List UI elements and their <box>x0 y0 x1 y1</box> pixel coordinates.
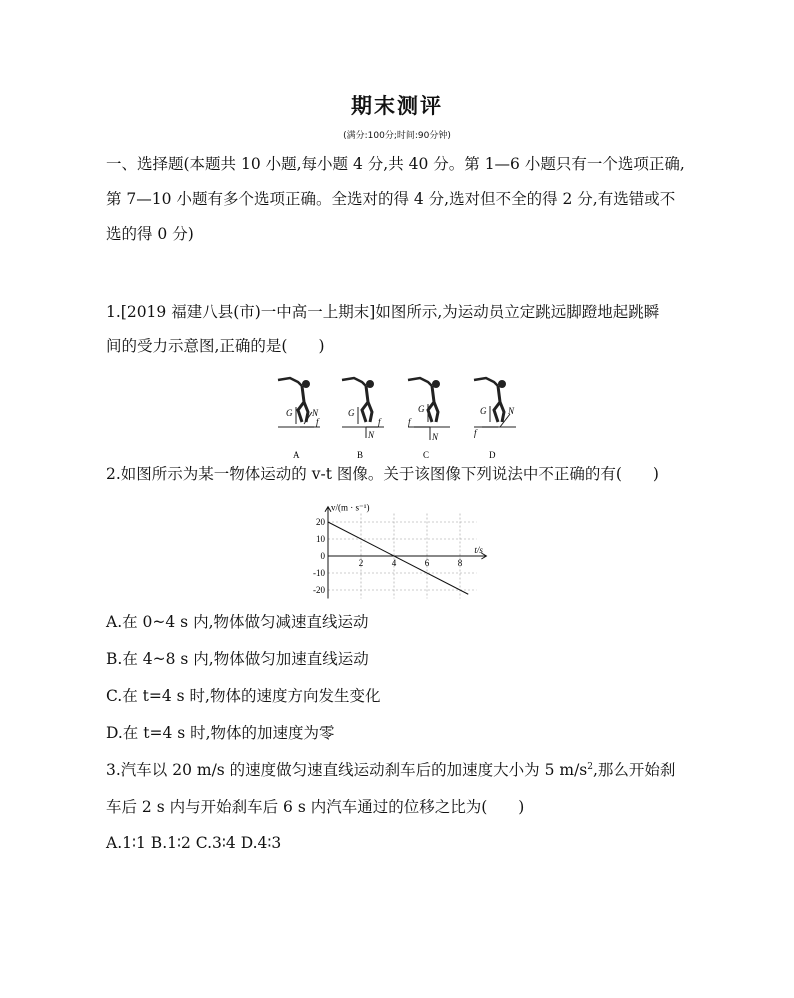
chart-ylabel: v/(m · s⁻¹) <box>331 502 370 513</box>
chart-xlabel: t/s <box>474 545 483 555</box>
x-tick-label: 6 <box>424 558 430 568</box>
q1-figure <box>268 372 528 464</box>
y-tick-label: -10 <box>313 568 325 578</box>
q2-stem: 2.如图所示为某一物体运动的 v-t 图像。关于该图像下列说法中不正确的有( ) <box>106 465 659 483</box>
y-tick-label: -20 <box>313 585 325 595</box>
force-label-f-a: f <box>316 417 319 427</box>
force-label-n-b: N <box>368 430 375 440</box>
y-tick-label: 20 <box>316 517 325 527</box>
page-title: 期末测评 <box>351 93 443 118</box>
q3-line1-sup: 2 <box>587 761 593 772</box>
jumper-a <box>278 378 320 460</box>
force-label-n-a: N <box>312 408 319 418</box>
section1-line3: 选的得 0 分) <box>106 225 194 243</box>
x-tick-label: 8 <box>457 558 463 568</box>
force-label-f-b: f <box>378 417 381 427</box>
q3-options: A.1∶1 B.1∶2 C.3∶4 D.4∶3 <box>106 834 282 852</box>
vt-chart <box>302 496 492 606</box>
jumper-b <box>342 378 384 460</box>
q3-line1-b: ,那么开始刹 <box>593 761 676 779</box>
q2-option-a: A.在 0~4 s 内,物体做匀减速直线运动 <box>106 613 369 631</box>
chart-axes <box>325 507 486 599</box>
force-label-f-c: f <box>408 417 411 427</box>
force-label-g-a: G <box>286 408 293 418</box>
x-tick-label: 2 <box>358 558 364 568</box>
q1-line1: 1.[2019 福建八县(市)一中高一上期末]如图所示,为运动员立定跳远脚蹬地起跳瞬 <box>106 303 660 321</box>
jumper-d <box>474 378 516 460</box>
force-label-f-d: f <box>474 428 477 438</box>
force-label-g-b: G <box>348 408 355 418</box>
jumper-c <box>408 378 450 460</box>
figure-label-c: C <box>423 450 430 460</box>
section1-line1: 一、选择题(本题共 10 小题,每小题 4 分,共 40 分。第 1—6 小题只有一个选项正确, <box>106 155 685 173</box>
figure-label-b: B <box>357 450 364 460</box>
x-tick-label: 4 <box>391 558 397 568</box>
force-label-n-d: N <box>508 406 515 416</box>
q3-line2: 车后 2 s 内与开始刹车后 6 s 内汽车通过的位移之比为( ) <box>106 798 525 816</box>
force-label-n-c: N <box>432 432 439 442</box>
figure-label-a: A <box>293 450 300 460</box>
force-label-g-d: G <box>480 406 487 416</box>
page-subtitle: (满分:100分;时间:90分钟) <box>343 131 451 141</box>
q3-line1-a: 3.汽车以 20 m/s 的速度做匀速直线运动刹车后的加速度大小为 5 m/s <box>106 761 588 779</box>
q1-line2: 间的受力示意图,正确的是( ) <box>106 337 325 355</box>
q2-option-b: B.在 4~8 s 内,物体做匀加速直线运动 <box>106 650 369 668</box>
series-line <box>328 522 468 594</box>
q2-option-d: D.在 t=4 s 时,物体的加速度为零 <box>106 724 335 742</box>
section1-line2: 第 7—10 小题有多个选项正确。全选对的得 4 分,选对但不全的得 2 分,有选错或不 <box>106 190 676 208</box>
y-tick-label: 0 <box>320 551 325 561</box>
q2-option-c: C.在 t=4 s 时,物体的速度方向发生变化 <box>106 687 381 705</box>
chart-series <box>328 522 468 594</box>
q3-line1 <box>106 758 675 780</box>
y-tick-label: 10 <box>316 534 325 544</box>
figure-label-d: D <box>489 450 496 460</box>
force-label-g-c: G <box>418 404 425 414</box>
